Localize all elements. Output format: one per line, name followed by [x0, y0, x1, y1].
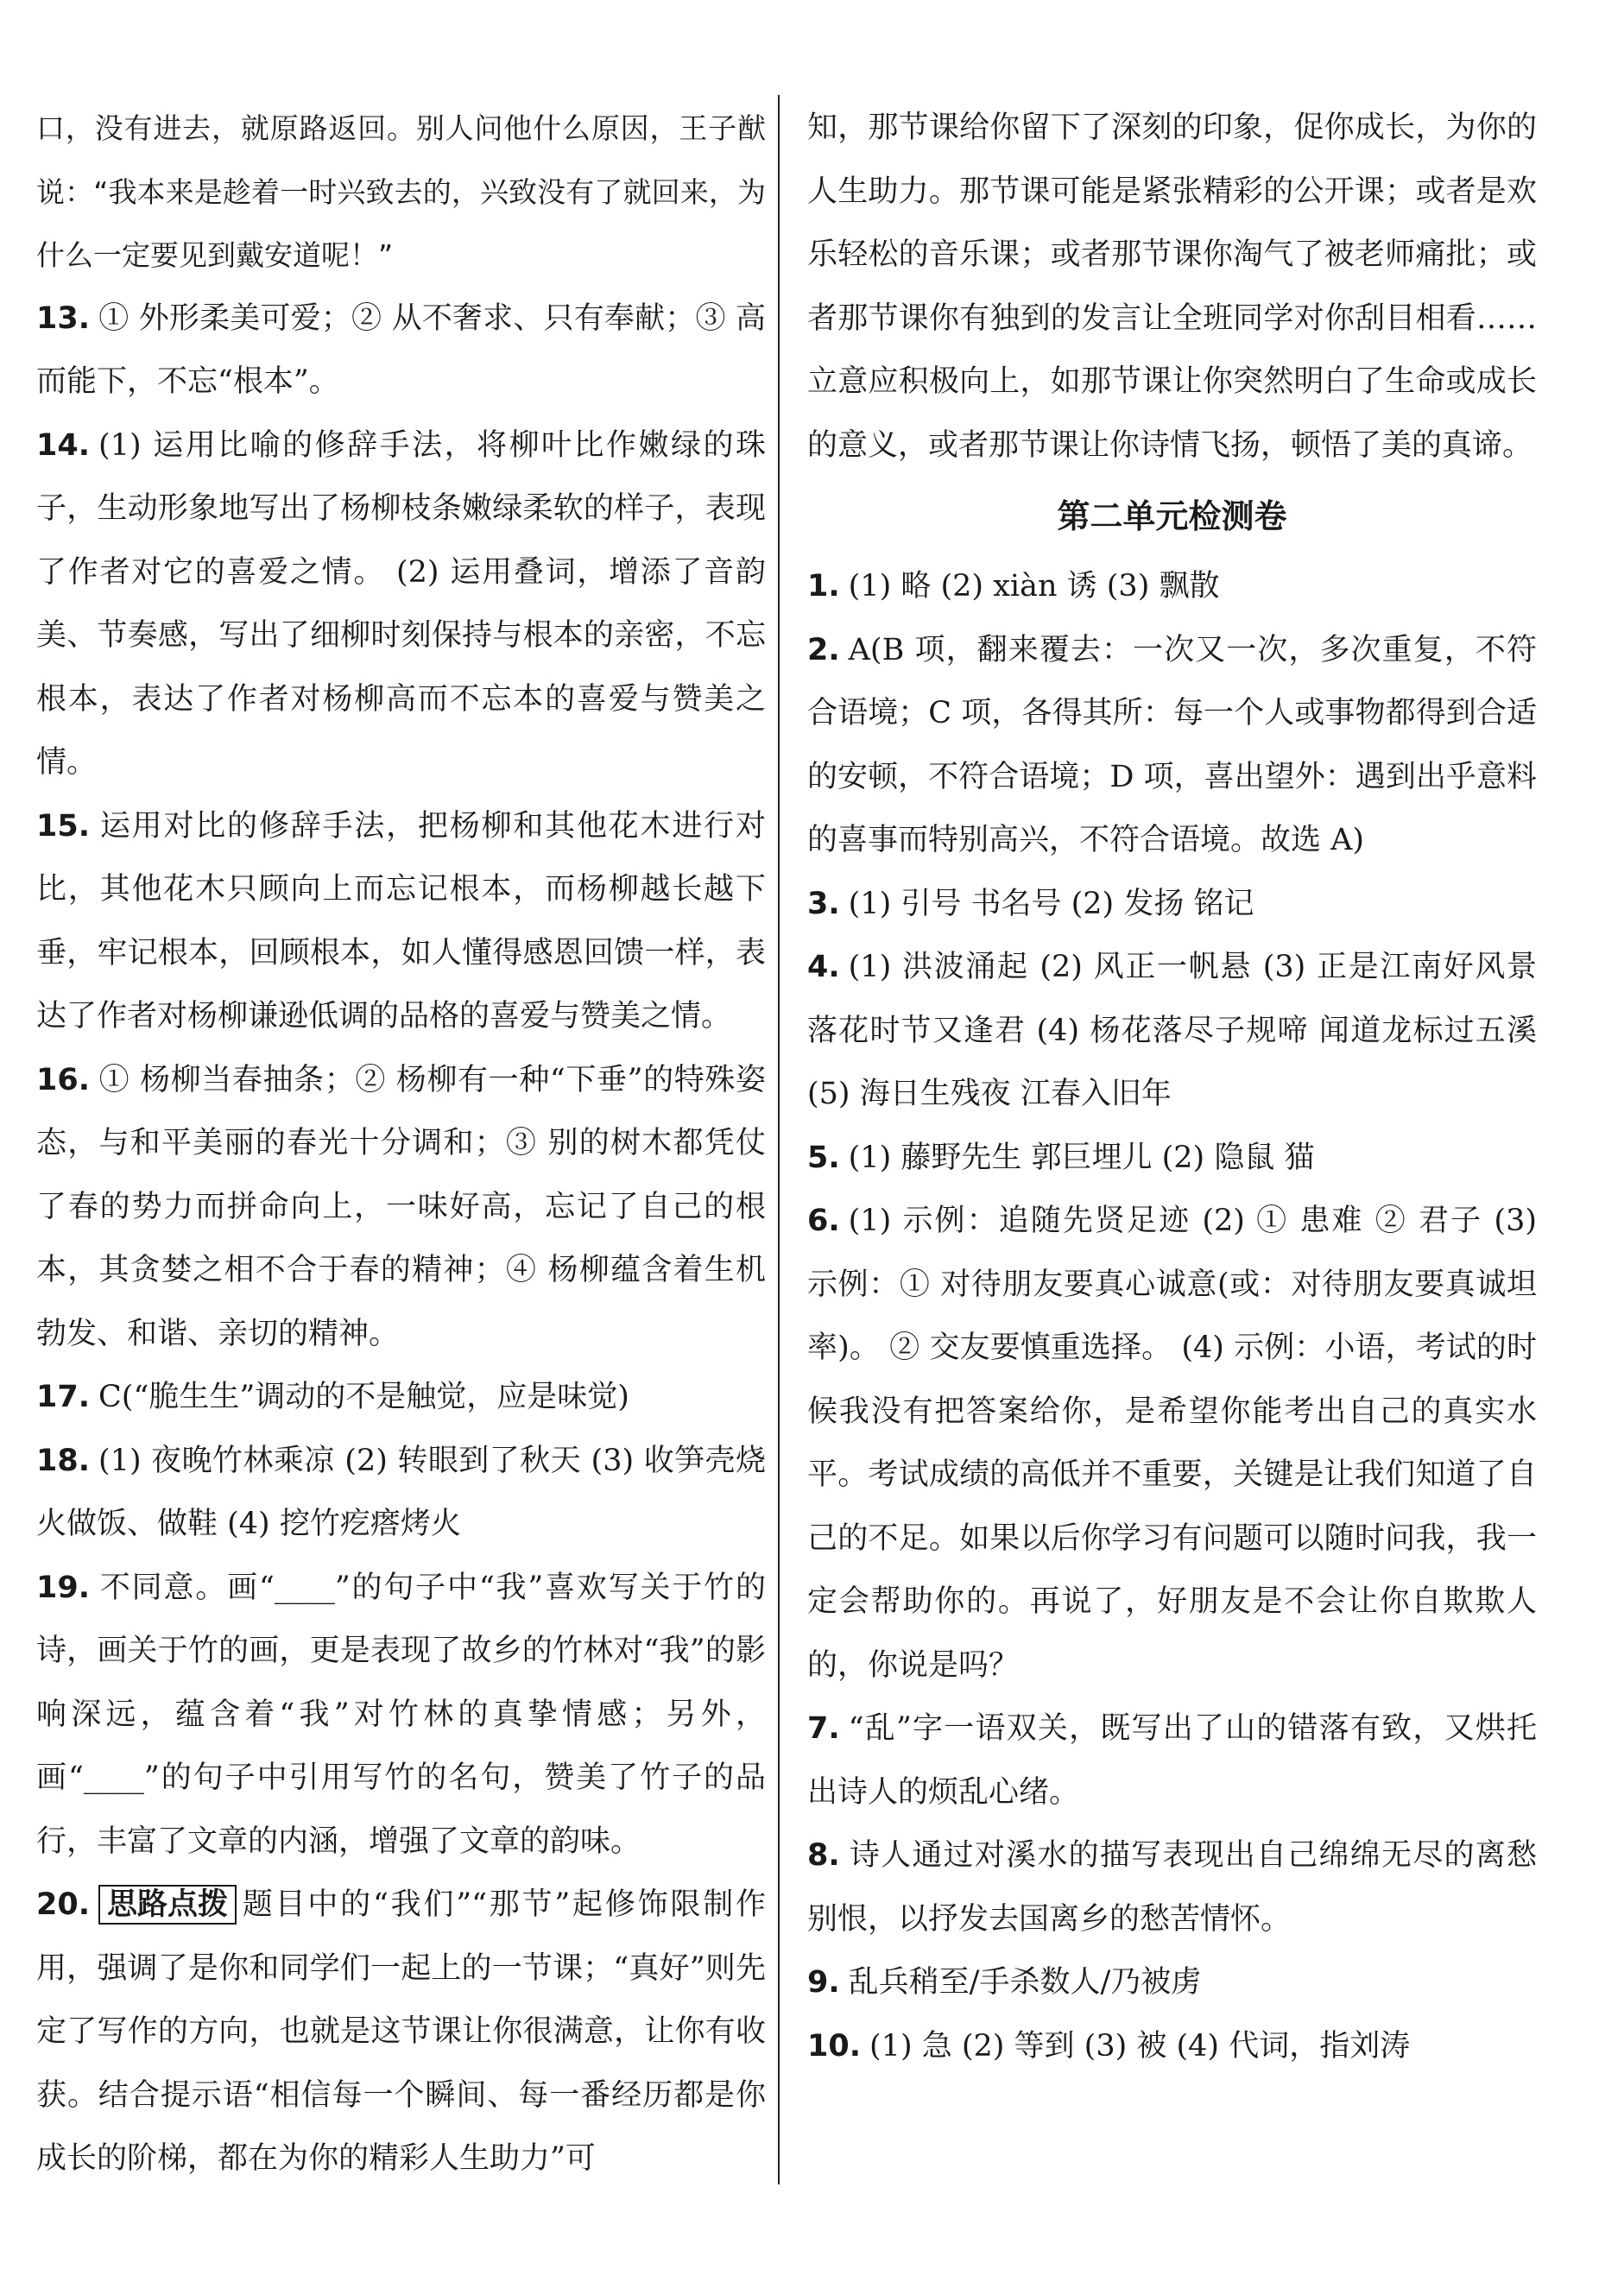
answer-text: 诗人通过对溪水的描写表现出自己绵绵无尽的离愁别恨，以抒发去国离乡的愁苦情怀。	[807, 1838, 1537, 1937]
unit2-answer-9	[807, 1951, 1537, 2015]
answer-number: 4.	[807, 950, 840, 984]
answer-text: (1) 略 (2) xiàn 诱 (3) 飘散	[848, 569, 1220, 604]
answer-number: 6.	[807, 1204, 840, 1238]
unit2-answer-4	[807, 936, 1537, 1127]
unit2-answer-6	[807, 1190, 1537, 1697]
answer-number: 20.	[36, 1887, 91, 1922]
column-divider	[778, 95, 780, 2184]
answer-number: 19.	[36, 1570, 91, 1605]
answer-number: 8.	[807, 1838, 840, 1873]
answer-number: 5.	[807, 1140, 840, 1175]
section-title: 第二单元检测卷	[1057, 497, 1287, 535]
answer-number: 16.	[36, 1062, 91, 1097]
answer-text: (1) 洪波涌起 (2) 风正一帆悬 (3) 正是江南好风景 落花时节又逢君 (4) 杨花落尽子规啼 闻道龙标过五溪 (5) 海日生残夜 江春入旧年	[807, 950, 1537, 1111]
answer-text: (1) 藤野先生 郭巨埋儿 (2) 隐鼠 猫	[848, 1140, 1315, 1175]
unit2-answer-8	[807, 1824, 1537, 1951]
answer-number: 13.	[36, 300, 91, 336]
answer-20	[36, 1874, 766, 2191]
unit2-answer-3	[807, 873, 1537, 937]
answer-text: (1) 示例：追随先贤足迹 (2) ① 患难 ② 君子 (3) 示例：① 对待朋友要真心诚意(或：对待朋友要真诚坦率)。 ② 交友要慎重选择。 (4) 示例：小语，考试的时候我没有把答案给你，是希望你能考出自己的真实水平。考试成绩的高低并不重要，关键是让我们知道了自己的不足。如果以后你学习有问题可以随时问我，我一定会帮助你的。再说了，好朋友是不会让你自欺欺人的，你说是吗？	[807, 1204, 1537, 1683]
unit2-answer-1	[807, 555, 1537, 619]
answer-number: 17.	[36, 1380, 91, 1414]
answer-text: 题目中的“我们”“那节”起修饰限制作用，强调了是你和同学们一起上的一节课；“真好”则先定了写作的方向，也就是这节课让你很满意，让你有收获。结合提示语“相信每一个瞬间、每一番经历都是你成长的阶梯，都在为你的精彩人生助力”可	[36, 1887, 766, 2176]
answer-text: A(B 项，翻来覆去：一次又一次，多次重复，不符合语境；C 项，各得其所：每一个人或事物都得到合适的安顿，不符合语境；D 项，喜出望外：遇到出乎意料的喜事而特别高兴，不符合语境。故选 A)	[807, 632, 1537, 857]
answer-12-continued: 口，没有进去，就原路返回。别人问他什么原因，王子猷说：“我本来是趁着一时兴致去的，兴致没有了就回来，为什么一定要见到戴安道呢！”	[36, 111, 766, 272]
answer-text: “乱”字一语双关，既写出了山的错落有致，又烘托出诗人的烦乱心绪。	[807, 1711, 1537, 1810]
answer-17	[36, 1366, 766, 1430]
answer-text: (1) 急 (2) 等到 (3) 被 (4) 代词，指刘涛	[869, 2028, 1411, 2064]
unit2-answer-5	[807, 1127, 1537, 1191]
answer-14	[36, 414, 766, 795]
unit2-answer-7	[807, 1697, 1537, 1824]
answer-text: ① 外形柔美可爱；② 从不奢求、只有奉献；③ 高而能下，不忘“根本”。	[36, 300, 766, 399]
right-column	[807, 97, 1537, 2078]
answer-18	[36, 1430, 766, 1557]
answer-number: 18.	[36, 1443, 91, 1478]
answer-text: 不同意。画“____”的句子中“我”喜欢写关于竹的诗，画关于竹的画，更是表现了故乡的竹林对“我”的影响深远，蕴含着“我”对竹林的真挚情感；另外，画“____”的句子中引用写竹的名句，赞美了竹子的品行，丰富了文章的内涵，增强了文章的韵味。	[36, 1570, 766, 1859]
answer-number: 7.	[807, 1711, 840, 1746]
unit2-answer-2	[807, 619, 1537, 873]
unit2-answer-10	[807, 2015, 1537, 2079]
answer-number: 1.	[807, 569, 840, 604]
answer-text: 乱兵稍至/手杀数人/乃被虏	[848, 1965, 1202, 2000]
answer-text: (1) 引号 书名号 (2) 发扬 铭记	[848, 886, 1254, 921]
answer-13	[36, 288, 766, 414]
answer-16	[36, 1049, 766, 1367]
left-column	[36, 97, 766, 2191]
thinking-tip-label: 思路点拨	[98, 1885, 237, 1925]
answer-number: 14.	[36, 427, 91, 463]
answer-15	[36, 795, 766, 1049]
answer-number: 2.	[807, 632, 840, 667]
answer-number: 10.	[807, 2028, 862, 2064]
answer-text: ① 杨柳当春抽条；② 杨柳有一种“下垂”的特殊姿态，与和平美丽的春光十分调和；③ 别的树木都凭仗了春的势力而拼命向上，一味好高，忘记了自己的根本，其贪婪之相不合于春的精神；④ 杨柳蕴含着生机勃发、和谐、亲切的精神。	[36, 1062, 766, 1351]
answer-text: C(“脆生生”调动的不是触觉，应是味觉)	[98, 1380, 629, 1414]
answer-text: 运用对比的修辞手法，把杨柳和其他花木进行对比，其他花木只顾向上而忘记根本，而杨柳越长越下垂，牢记根本，回顾根本，如人懂得感恩回馈一样，表达了作者对杨柳谦逊低调的品格的喜爱与赞美之情。	[36, 808, 766, 1034]
answer-20-continued: 知，那节课给你留下了深刻的印象，促你成长，为你的人生助力。那节课可能是紧张精彩的公开课；或者是欢乐轻松的音乐课；或者那节课你淘气了被老师痛批；或者那节课你有独到的发言让全班同学对你刮目相看……立意应积极向上，如那节课让你突然明白了生命或成长的意义，或者那节课让你诗情飞扬，顿悟了美的真谛。	[807, 111, 1537, 463]
answer-text: (1) 夜晚竹林乘凉 (2) 转眼到了秋天 (3) 收笋壳烧火做饭、做鞋 (4) 挖竹疙瘩烤火	[36, 1443, 766, 1541]
answer-text: (1) 运用比喻的修辞手法，将柳叶比作嫩绿的珠子，生动形象地写出了杨柳枝条嫩绿柔软的样子，表现了作者对它的喜爱之情。 (2) 运用叠词，增添了音韵美、节奏感，写出了细柳时刻保持与根本的亲密，不忘根本，表达了作者对杨柳高而不忘本的喜爱与赞美之情。	[36, 427, 766, 780]
answer-number: 15.	[36, 808, 91, 844]
answer-number: 9.	[807, 1965, 840, 2000]
answer-19	[36, 1557, 766, 1874]
answer-number: 3.	[807, 886, 840, 921]
